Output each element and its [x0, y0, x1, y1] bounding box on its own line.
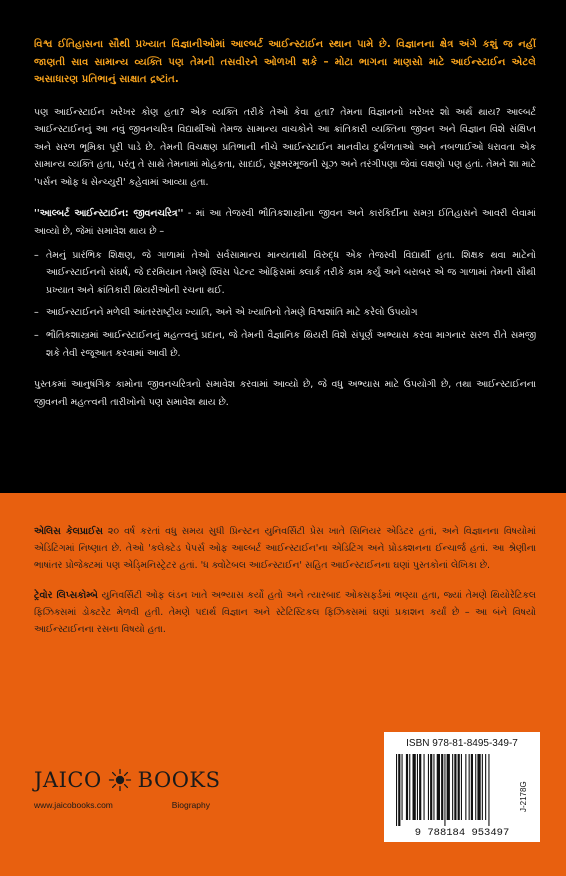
barcode-bar [396, 754, 397, 826]
barcode-bar [485, 754, 486, 820]
barcode-bar [482, 754, 483, 820]
publisher-website[interactable]: www.jaicobooks.com [34, 800, 113, 810]
list-item [34, 304, 536, 322]
contents-list [34, 247, 536, 363]
sun-emblem-icon [108, 768, 132, 792]
barcode-bar [433, 754, 434, 820]
list-item-text: તેમનું પ્રારંભિક શિક્ષણ, જે ગાળામાં તેઓ સર્વસામાન્ય માન્યતાથી વિરુદ્ધ એક તેજસ્વી વિદ્યાર્થી હતા. શિક્ષક થવા માટેનો આઈન્સ્ટાઈનનો સંઘર્ષ, જે દરમિયાન તેમણે સ્વિસ પેટન્ટ ઓફિસમાં ક્લાર્ક તરીકે કામ કર્યું અને બરાબર એ જ ગાળામાં તેમની સૌથી પ્રખ્યાત અને ક્રાંતિકારી થિયરીઓની રચના થઈ. [46, 249, 536, 296]
barcode-bar [488, 754, 489, 826]
list-item [34, 327, 536, 362]
publisher-meta [34, 800, 210, 810]
isbn-label: ISBN 978-81-8495-349-7 [406, 738, 518, 749]
barcode-bar [444, 754, 445, 826]
barcode-bar [465, 754, 466, 820]
book-title-quote: ''આલ્બર્ટ આઈન્સ્ટાઈન: જીવનચરિત્ર'' [34, 208, 184, 220]
list-dash: – [34, 330, 39, 342]
publisher-logo [34, 765, 234, 795]
list-dash: – [34, 307, 39, 319]
author-bio-2 [34, 587, 536, 639]
product-code: J-2178G [519, 781, 528, 812]
author-bio-1 [34, 523, 536, 575]
barcode-bar [475, 754, 476, 820]
logo-word-left: JAICO [34, 768, 102, 792]
author-name-1: એલિસ કેલપ્રાઈસ [34, 526, 103, 537]
barcode [392, 754, 532, 838]
author-name-2: ટ્રેવોર લિપ્સકોમ્બે [34, 589, 98, 601]
barcode-bar [469, 754, 470, 820]
barcode-bar [441, 754, 443, 820]
logo-word-right: BOOKS [137, 768, 221, 792]
book-category: Biography [171, 800, 210, 810]
author-bio-text-2: યુનિવર્સિટી ઓફ લંડન ખાતે અભ્યાસ કર્યો હતો અને ત્યારબાદ ઓક્સફર્ડમાં ભણ્યા હતા, જ્યાં તેમણે થિયોરેટિકલ ફિઝિક્સમાં ડોક્ટરેટ મેળવી હતી. તેમણે પદાર્થ વિજ્ઞાન અને સ્ટેટિસ્ટિકલ ફિઝિક્સમાં ઘણાં પ્રકાશન કર્યાં છે – આ બંને વિષયો આઈન્સ્ટાઈનના રસના વિષયો હતા. [34, 589, 537, 636]
list-item-text: આઈન્સ્ટાઈનને મળેલી આંતરરાષ્ટ્રીય ખ્યાતિ, અને એ ખ્યાતિનો તેમણે વિશ્વશાંતિ માટે કરેલો ઉપયોગ [46, 307, 418, 319]
barcode-bar [402, 754, 403, 820]
barcode-bar [477, 754, 480, 820]
barcode-bar [424, 754, 425, 820]
author-bio-text-1: ૨૦ વર્ષ કરતાં વધુ સમય સુધી પ્રિન્સ્ટન યુનિવર્સિટી પ્રેસ ખાતે સિનિયર એડિટર હતાં, અને વિજ્ઞાનના વિષયોમાં એડિટિંગમાં નિષ્ણાત છે. તેઓ 'કલેક્ટેડ પેપર્સ ઓફ આલ્બર્ટ આઈન્સ્ટાઈન'ના એડિટિંગ અને પ્રોડક્શનના ઈન્ચાર્જ હતાં. આ શ્રેણીના ભાષાંતર પ્રોજેક્ટમાં પણ એડ્મિનિસ્ટ્રેટર હતાં. 'ધ ક્વોટેબલ આઈન્સ્ટાઈન' સહિત આઈન્સ્ટાઈનના ઘણાં પુસ્તકોનાં લેખિકા છે. [34, 526, 536, 572]
publisher-block [34, 765, 234, 810]
barcode-bar [430, 754, 432, 820]
barcode-bar [413, 754, 416, 820]
barcode-bar [437, 754, 440, 820]
barcode-bar [428, 754, 429, 820]
barcode-panel [384, 732, 540, 842]
barcode-bar [452, 754, 453, 820]
barcode-bar [398, 754, 400, 826]
list-dash: – [34, 249, 39, 261]
list-item-text: ભૌતિકશાસ્ત્રમાં આઈન્સ્ટાઈનનું મહત્ત્વનું પ્રદાન, જે તેમની વૈજ્ઞાનિક થિયરી વિશે સંપૂર્ણ અભ્યાસ કરવા માગનાર સરળ રીતે સમજી શકે તેવી રજૂઆત કરવામાં આવી છે. [46, 330, 536, 359]
barcode-bar [406, 754, 408, 820]
intro-paragraph: પણ આઈન્સ્ટાઈન ખરેખર કોણ હતા? એક વ્યક્તિ તરીકે તેઓ કેવા હતા? તેમના વિજ્ઞાનનો ખરેખર શો અર્થ થાય? આલ્બર્ટ આઈન્સ્ટાઈનનું આ નવું જીવનચરિત્ર વિદ્યાર્થીઓ તેમજ સામાન્ય વાચકોને આ ક્રાંતિકારી વ્યક્તિના જીવન અને વિજ્ઞાન વિશે સંક્ષિપ્ત અને સરળ ભૂમિકા પૂરી પાડે છે. તેમની વિચક્ષણ પ્રતિભાની નીચે આઈન્સ્ટાઈન માનવીય દુર્બળતાઓ અને નબળાઈઓ ધરાવતા એક સામાન્ય વ્યક્તિ હતા, પરંતુ તે સાથે તેમનામાં મોહકતા, સાદાઈ, સૂક્ષ્મરમૂજની સૂઝ અને તરંગીપણા જેવાં લક્ષણો પણ હતાં. તેમને શા માટે 'પર્સન ઓફ ધ સેન્ચ્યુરી' કહેવામાં આવ્યા હતા. [34, 106, 536, 188]
contents-intro-text: - માં આ તેજસ્વી ભૌતિકશાસ્ત્રીના જીવન અને કારકિર્દીના સમગ્ર ઈતિહાસને આવરી લેવામાં આવ્યો છે, જેમાં સમાવેશ થાય છે – [34, 208, 536, 238]
barcode-bar [409, 754, 410, 820]
barcode-bar [471, 754, 473, 820]
barcode-digits: 9 788184 953497 [414, 827, 510, 838]
contents-intro [34, 205, 536, 240]
lead-paragraph: વિશ્વ ઈતિહાસના સૌથી પ્રખ્યાત વિજ્ઞાનીઓમાં આલ્બર્ટ આઈન્સ્ટાઈન સ્થાન પામે છે. વિજ્ઞાનના ક્ષેત્ર અંગે કશું જ નહીં જાણતી સાવ સામાન્ય વ્યક્તિ પણ તેમની તસવીરને ઓળખી શકે – મોટા ભાગના માણસો માટે આઈન્સ્ટાઈન એટલે અસાધારણ પ્રતિભાનું સાક્ષાત દ્રષ્ટાંત. [34, 39, 536, 85]
barcode-bar [454, 754, 456, 820]
barcode-bar [461, 754, 462, 820]
barcode-bar [417, 754, 418, 820]
barcode-bar [447, 754, 450, 820]
barcode-bar [419, 754, 421, 820]
list-item [34, 247, 536, 300]
barcode-bar [458, 754, 460, 820]
appendix-paragraph: પુસ્તકમાં આનુષંગિક કામોના જીવનચરિત્રનો સમાવેશ કરવામાં આવ્યો છે, જે વધુ અભ્યાસ માટે ઉપયોગી છે, તથા આઈન્સ્ટાઈનના જીવનની મહત્ત્વની તારીખોનો પણ સમાવેશ થાય છે. [34, 379, 536, 408]
